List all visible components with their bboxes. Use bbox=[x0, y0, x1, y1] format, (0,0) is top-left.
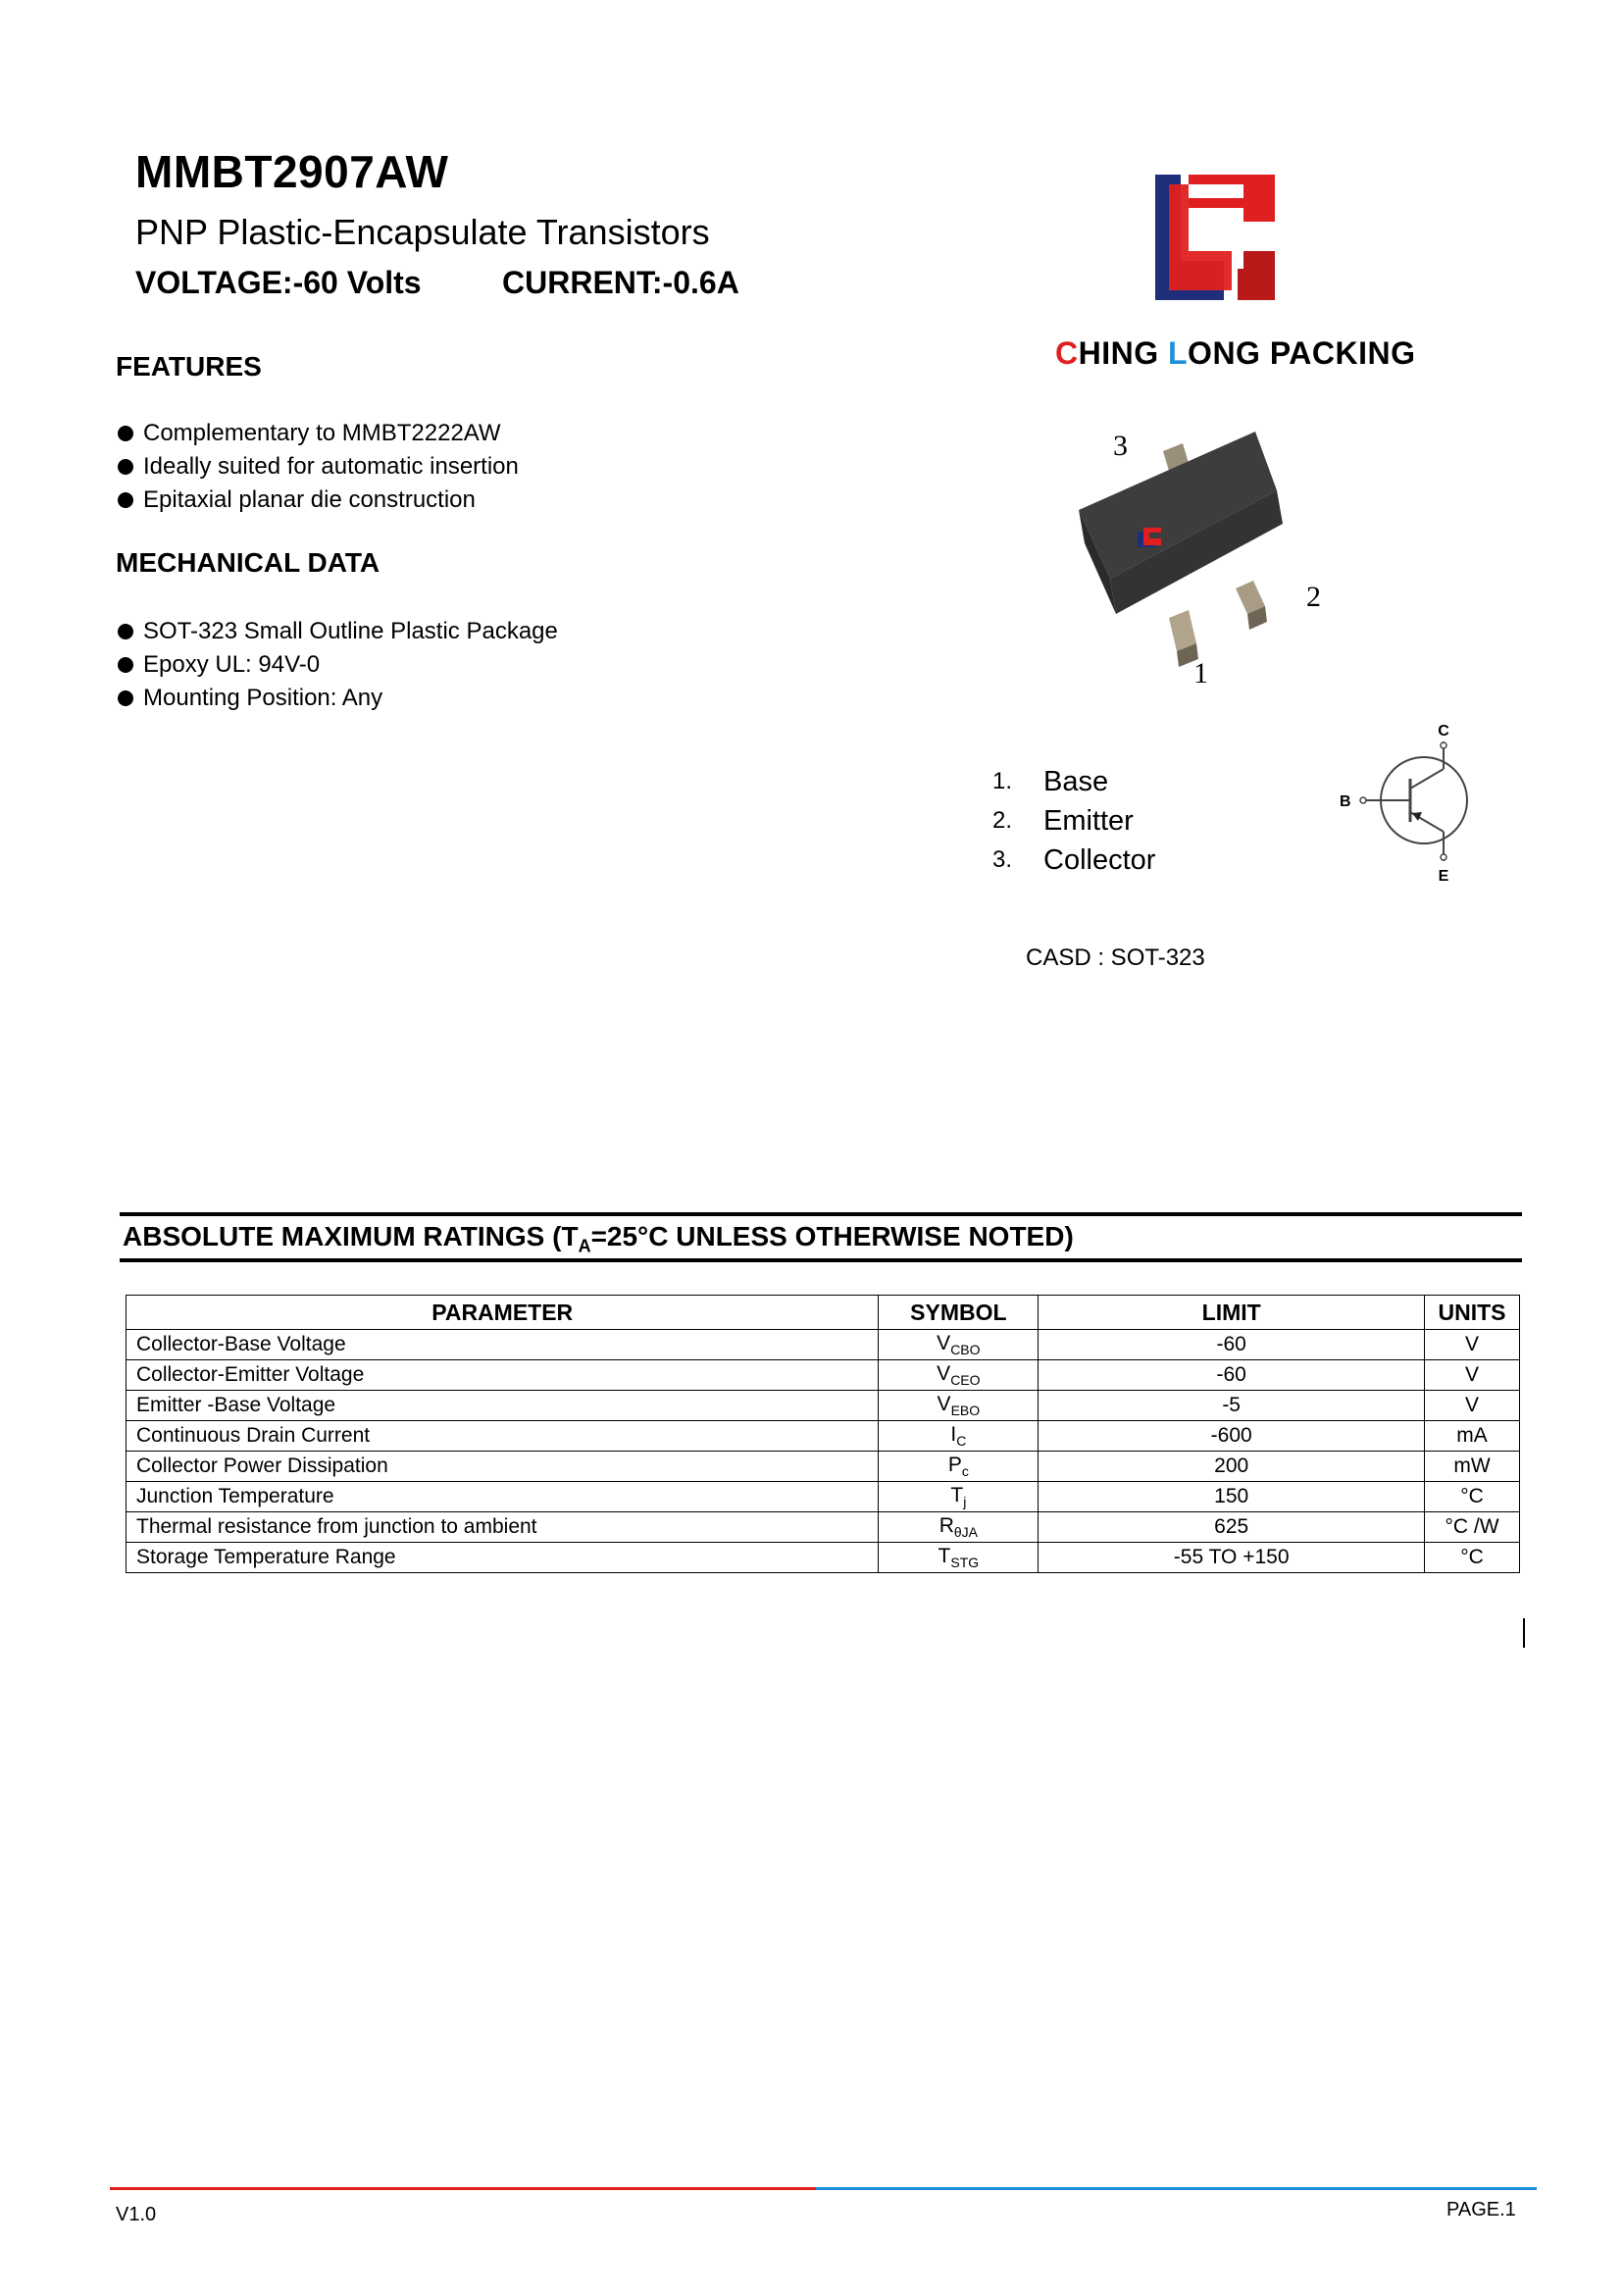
page-number: PAGE.1 bbox=[1446, 2199, 1516, 2220]
pin-2-label: 2 bbox=[1306, 581, 1321, 613]
list-item: Mounting Position: Any bbox=[118, 682, 558, 715]
text-cursor bbox=[1523, 1618, 1525, 1648]
svg-text:E: E bbox=[1438, 868, 1449, 885]
brand-letter-c: C bbox=[1055, 335, 1079, 371]
bullet-icon bbox=[118, 657, 133, 673]
pin-3-label: 3 bbox=[1113, 430, 1128, 462]
table-row: Storage Temperature Range $T_{STG}$ -55 TO +150 °C bbox=[127, 1543, 1520, 1573]
mechanical-data-heading: MECHANICAL DATA bbox=[116, 547, 380, 578]
list-item: Epitaxial planar die construction bbox=[118, 484, 519, 517]
table-row: Junction Temperature $T_j$ 150 °C bbox=[127, 1482, 1520, 1512]
case-designation: CASD : SOT-323 bbox=[1026, 944, 1205, 971]
svg-text:C: C bbox=[1438, 723, 1449, 740]
features-heading: FEATURES bbox=[116, 351, 262, 382]
column-header-limit: LIMIT bbox=[1039, 1296, 1425, 1330]
document-version: V1.0 bbox=[116, 2204, 157, 2225]
table-row: Collector-Emitter Voltage $V_{CEO}$ -60 V bbox=[127, 1360, 1520, 1391]
part-number-title: MMBT2907AW bbox=[135, 146, 449, 197]
sot323-package-image bbox=[1059, 422, 1334, 687]
ratings-section-title: ABSOLUTE MAXIMUM RATINGS ($T_A=25^\circ C$ UNLESS OTHERWISE NOTED) bbox=[123, 1221, 1074, 1256]
list-item: SOT-323 Small Outline Plastic Package bbox=[118, 615, 558, 648]
company-logo bbox=[1155, 175, 1275, 300]
bullet-icon bbox=[118, 459, 133, 475]
bullet-icon bbox=[118, 624, 133, 639]
section-divider bbox=[120, 1212, 1522, 1216]
list-item: Complementary to MMBT2222AW bbox=[118, 417, 519, 450]
list-item: 1. Base bbox=[992, 765, 1109, 797]
brand-letter-l: L bbox=[1168, 335, 1189, 371]
brand-text-ong-packing: ONG PACKING bbox=[1188, 335, 1416, 371]
pin-assignment-list bbox=[992, 762, 1155, 880]
table-row: Collector-Base Voltage $V_{CBO}$ -60 V bbox=[127, 1330, 1520, 1360]
mechanical-data-list bbox=[118, 615, 558, 715]
section-divider bbox=[120, 1258, 1522, 1262]
list-item: Epoxy UL: 94V-0 bbox=[118, 648, 558, 682]
table-row: Emitter -Base Voltage $V_{EBO}$ -5 V bbox=[127, 1391, 1520, 1421]
list-item: 3. Collector bbox=[992, 843, 1156, 876]
column-header-parameter: PARAMETER bbox=[127, 1296, 879, 1330]
absolute-maximum-ratings-table bbox=[126, 1295, 1520, 1573]
list-item: Ideally suited for automatic insertion bbox=[118, 450, 519, 484]
voltage-rating: VOLTAGE:-60 Volts bbox=[135, 265, 422, 300]
features-list bbox=[118, 417, 519, 517]
column-header-units: UNITS bbox=[1425, 1296, 1520, 1330]
bullet-icon bbox=[118, 426, 133, 441]
column-header-symbol: SYMBOL bbox=[879, 1296, 1039, 1330]
brand-name bbox=[1055, 335, 1416, 372]
list-item: 2. Emitter bbox=[992, 804, 1134, 837]
bullet-icon bbox=[118, 492, 133, 508]
brand-text-hing: HING bbox=[1078, 335, 1168, 371]
current-rating: CURRENT:-0.6A bbox=[502, 265, 739, 300]
footer-line bbox=[110, 2187, 1537, 2190]
table-row: Thermal resistance from junction to ambient $R_{\theta JA}$ 625 °C /W bbox=[127, 1512, 1520, 1543]
part-description: PNP Plastic-Encapsulate Transistors bbox=[135, 212, 710, 252]
pin-1-label: 1 bbox=[1193, 657, 1208, 689]
svg-text:B: B bbox=[1340, 793, 1351, 810]
table-row: Collector Power Dissipation $P_c$ 200 mW bbox=[127, 1452, 1520, 1482]
table-row: Continuous Drain Current $I_C$ -600 mA bbox=[127, 1421, 1520, 1452]
table-header-row bbox=[127, 1296, 1520, 1330]
bullet-icon bbox=[118, 690, 133, 706]
pnp-transistor-symbol-icon bbox=[1334, 718, 1481, 885]
